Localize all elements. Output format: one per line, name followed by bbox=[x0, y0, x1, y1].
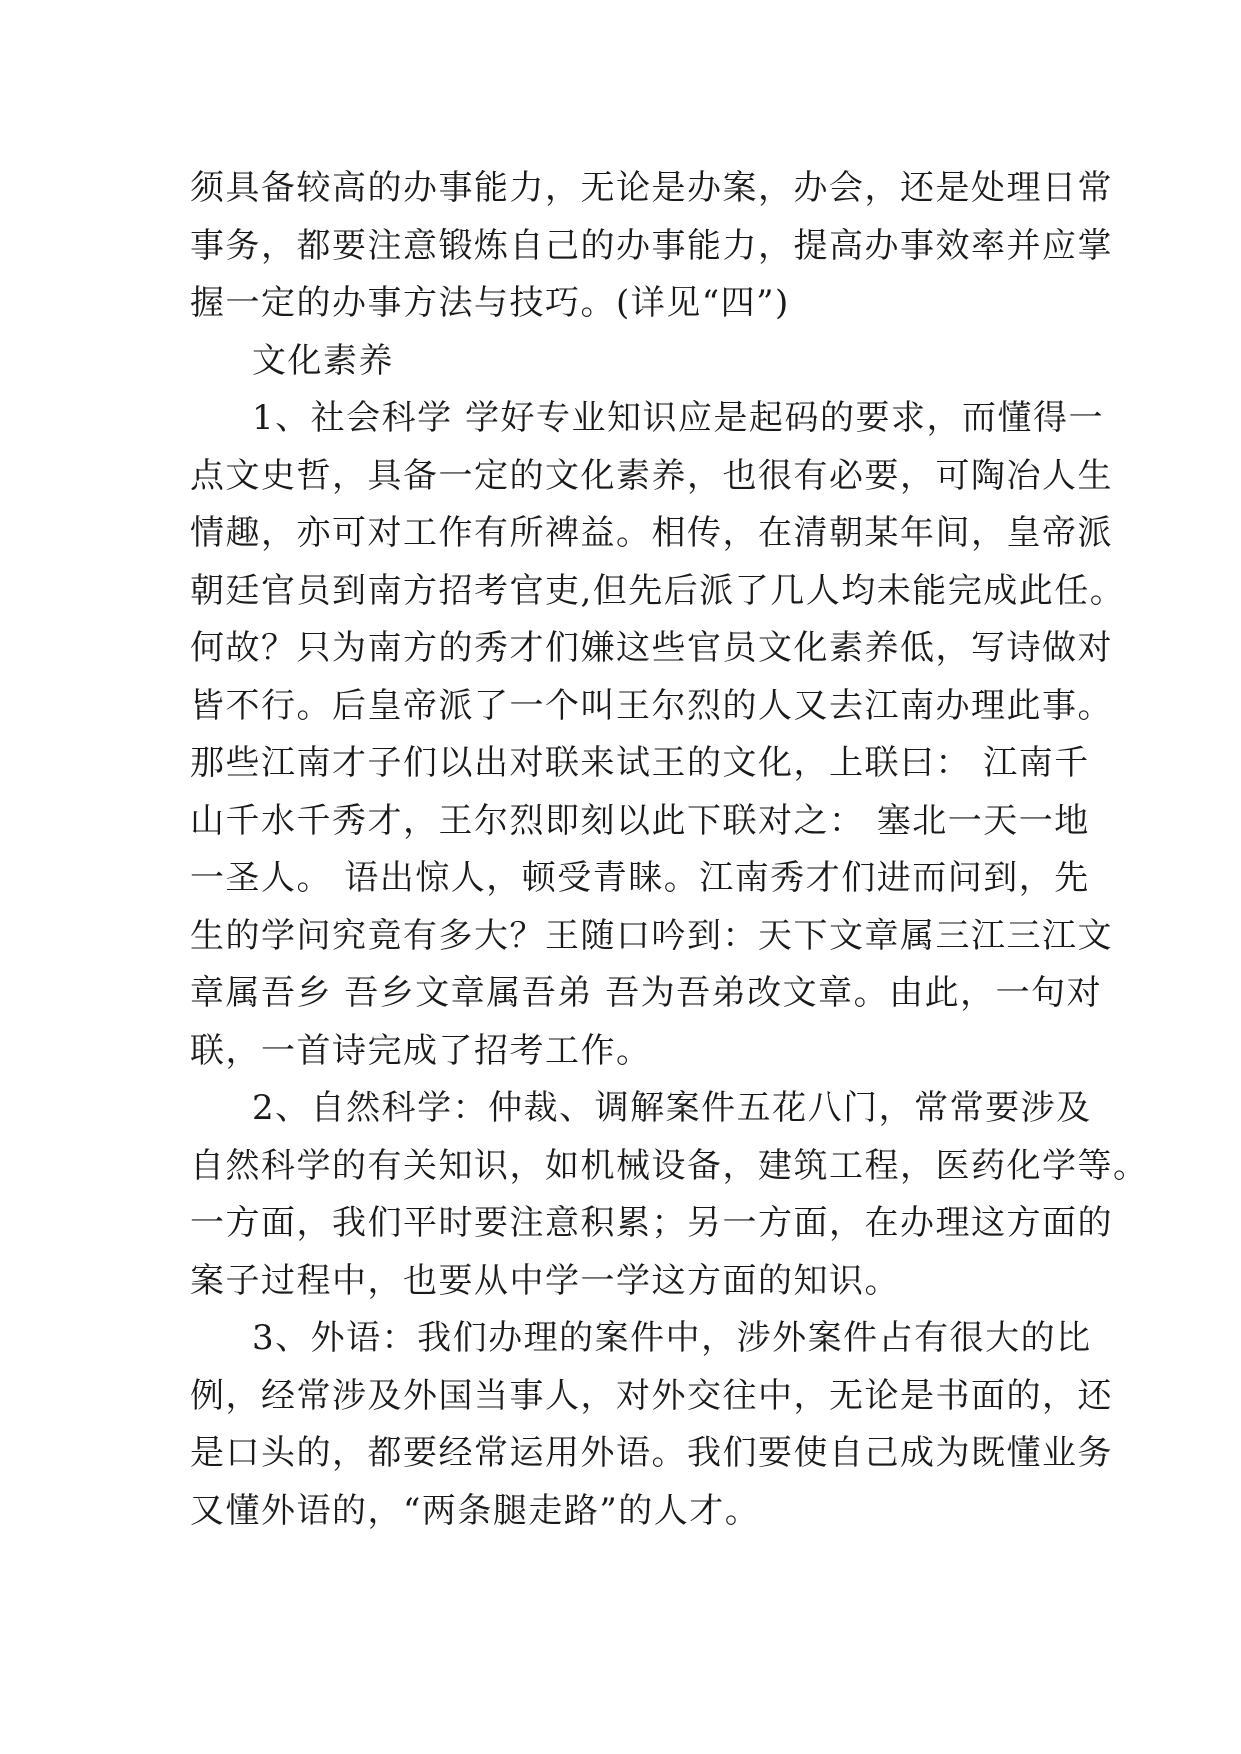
paragraph-first-line: 文化素养 bbox=[252, 340, 394, 381]
text-line: 情趣，亦可对工作有所裨益。相传，在清朝某年间，皇帝派 bbox=[190, 513, 1113, 553]
text-line: 山千水千秀才，王尔烈即刻以此下联对之： 塞北一天一地 bbox=[190, 800, 1090, 841]
text-line: 朝廷官员到南方招考官吏,但先后派了几人均未能完成此任。 bbox=[190, 570, 1126, 611]
paragraph-first-line: 3、外语：我们办理的案件中，涉外案件占有很大的比 bbox=[252, 1318, 1092, 1358]
text-line: 一圣人。 语出惊人，顿受青睐。江南秀才们进而问到，先 bbox=[190, 858, 1090, 898]
paragraph-first-line: 2、自然科学：仲裁、调解案件五花八门，常常要涉及 bbox=[252, 1088, 1092, 1128]
text-line: 生的学问究竟有多大？王随口吟到：天下文章属三江三江文 bbox=[190, 915, 1113, 956]
text-line: 事务，都要注意锻炼自己的办事能力，提高办事效率并应掌 bbox=[190, 225, 1113, 266]
text-line: 自然科学的有关知识，如机械设备，建筑工程，医药化学等。 bbox=[190, 1145, 1149, 1186]
text-line: 联，一首诗完成了招考工作。 bbox=[190, 1030, 652, 1071]
text-line: 章属吾乡 吾乡文章属吾弟 吾为吾弟改文章。由此，一句对 bbox=[190, 973, 1103, 1013]
text-line: 那些江南才子们以出对联来试王的文化，上联曰： 江南千 bbox=[190, 743, 1090, 783]
text-line: 案子过程中，也要从中学一学这方面的知识。 bbox=[190, 1260, 900, 1301]
text-line: 握一定的办事方法与技巧。(详见“四”) bbox=[190, 283, 790, 323]
paragraph-first-line: 1、社会科学 学好专业知识应是起码的要求，而懂得一 bbox=[252, 398, 1104, 438]
text-line: 皆不行。后皇帝派了一个叫王尔烈的人又去江南办理此事。 bbox=[190, 685, 1113, 726]
text-line: 须具备较高的办事能力，无论是办案，办会，还是处理日常 bbox=[190, 168, 1113, 208]
text-line: 是口头的，都要经常运用外语。我们要使自己成为既懂业务 bbox=[190, 1433, 1113, 1473]
text-line: 点文史哲，具备一定的文化素养，也很有必要，可陶冶人生 bbox=[190, 455, 1113, 496]
document-body bbox=[190, 160, 1149, 1540]
text-line: 例，经常涉及外国当事人，对外交往中，无论是书面的，还 bbox=[190, 1375, 1113, 1416]
text-line: 又懂外语的，“两条腿走路”的人才。 bbox=[190, 1490, 761, 1531]
text-line: 一方面，我们平时要注意积累；另一方面，在办理这方面的 bbox=[190, 1203, 1113, 1243]
text-line: 何故？只为南方的秀才们嫌这些官员文化素养低，写诗做对 bbox=[190, 628, 1113, 668]
